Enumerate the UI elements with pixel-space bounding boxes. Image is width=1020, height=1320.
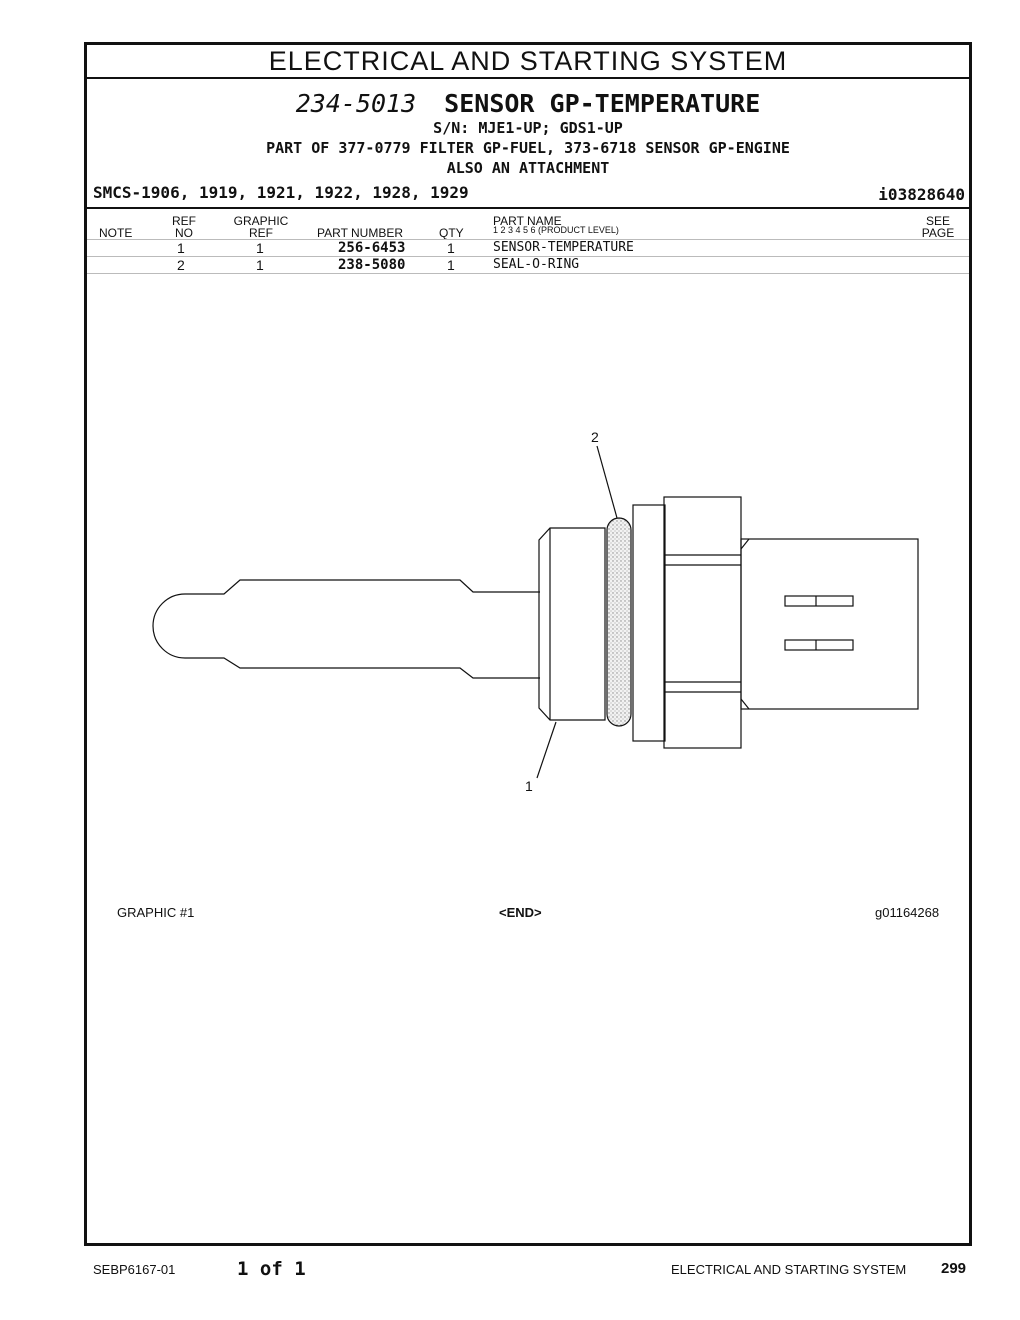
system-title: ELECTRICAL AND STARTING SYSTEM <box>87 45 969 79</box>
smcs-codes: SMCS-1906, 1919, 1921, 1922, 1928, 1929 <box>93 183 469 202</box>
serial-range: S/N: MJE1-UP; GDS1-UP <box>433 119 623 137</box>
col-note: NOTE <box>99 226 133 240</box>
col-see-top: SEE <box>925 214 950 228</box>
row-qty: 1 <box>447 240 455 256</box>
col-part-number: PART NUMBER <box>317 226 404 240</box>
sensor-probe <box>153 580 540 678</box>
doc-id: SEBP6167-01 <box>93 1262 176 1277</box>
leader-line-2 <box>597 446 617 518</box>
col-qty: QTY <box>439 226 464 240</box>
footer-section: ELECTRICAL AND STARTING SYSTEM <box>671 1262 907 1277</box>
row-ref: 1 <box>177 240 185 256</box>
callout-1: 1 <box>525 778 533 794</box>
graphic-id: g01164268 <box>875 905 940 920</box>
illustration-ident: i03828640 <box>878 185 965 204</box>
connector-plug <box>741 539 918 709</box>
row-name: SEAL-O-RING <box>493 257 580 272</box>
part-of-text: PART OF 377-0779 FILTER GP-FUEL, 373-6718 SENSOR GP-ENGINE <box>266 139 790 157</box>
row-part-number: 238-5080 <box>338 257 406 273</box>
row-qty: 1 <box>447 257 455 273</box>
col-product-levels: 1 2 3 4 5 6 (PRODUCT LEVEL) <box>493 225 619 235</box>
end-marker: <END> <box>499 905 542 920</box>
row-name: SENSOR-TEMPERATURE <box>493 240 634 255</box>
group-part-number: 234-5013 <box>295 89 417 118</box>
col-ref-bottom: NO <box>175 226 193 240</box>
col-graphic-top: GRAPHIC <box>233 214 289 228</box>
graphic-label: GRAPHIC #1 <box>117 905 195 920</box>
leader-line-1 <box>537 722 556 778</box>
row-ref: 2 <box>177 257 185 273</box>
o-ring-seal <box>607 518 631 726</box>
row-part-number: 256-6453 <box>338 240 406 256</box>
col-part-name: PART NAME <box>493 214 562 228</box>
callout-2: 2 <box>591 429 599 445</box>
page-of: 1 of 1 <box>237 1258 306 1280</box>
sensor-hex-body <box>539 528 605 720</box>
connector-pin <box>785 640 853 650</box>
group-part-name: SENSOR GP-TEMPERATURE <box>444 89 761 118</box>
page-number: 299 <box>941 1260 967 1277</box>
row-graphic: 1 <box>256 240 264 256</box>
row-graphic: 1 <box>256 257 264 273</box>
col-see-bottom: PAGE <box>921 226 955 240</box>
col-ref-top: REF <box>172 214 196 228</box>
col-graphic-bottom: REF <box>249 226 273 240</box>
attachment-text: ALSO AN ATTACHMENT <box>446 159 610 177</box>
connector-pin <box>785 596 853 606</box>
sensor-flange <box>633 505 665 741</box>
connector-housing <box>664 497 741 748</box>
